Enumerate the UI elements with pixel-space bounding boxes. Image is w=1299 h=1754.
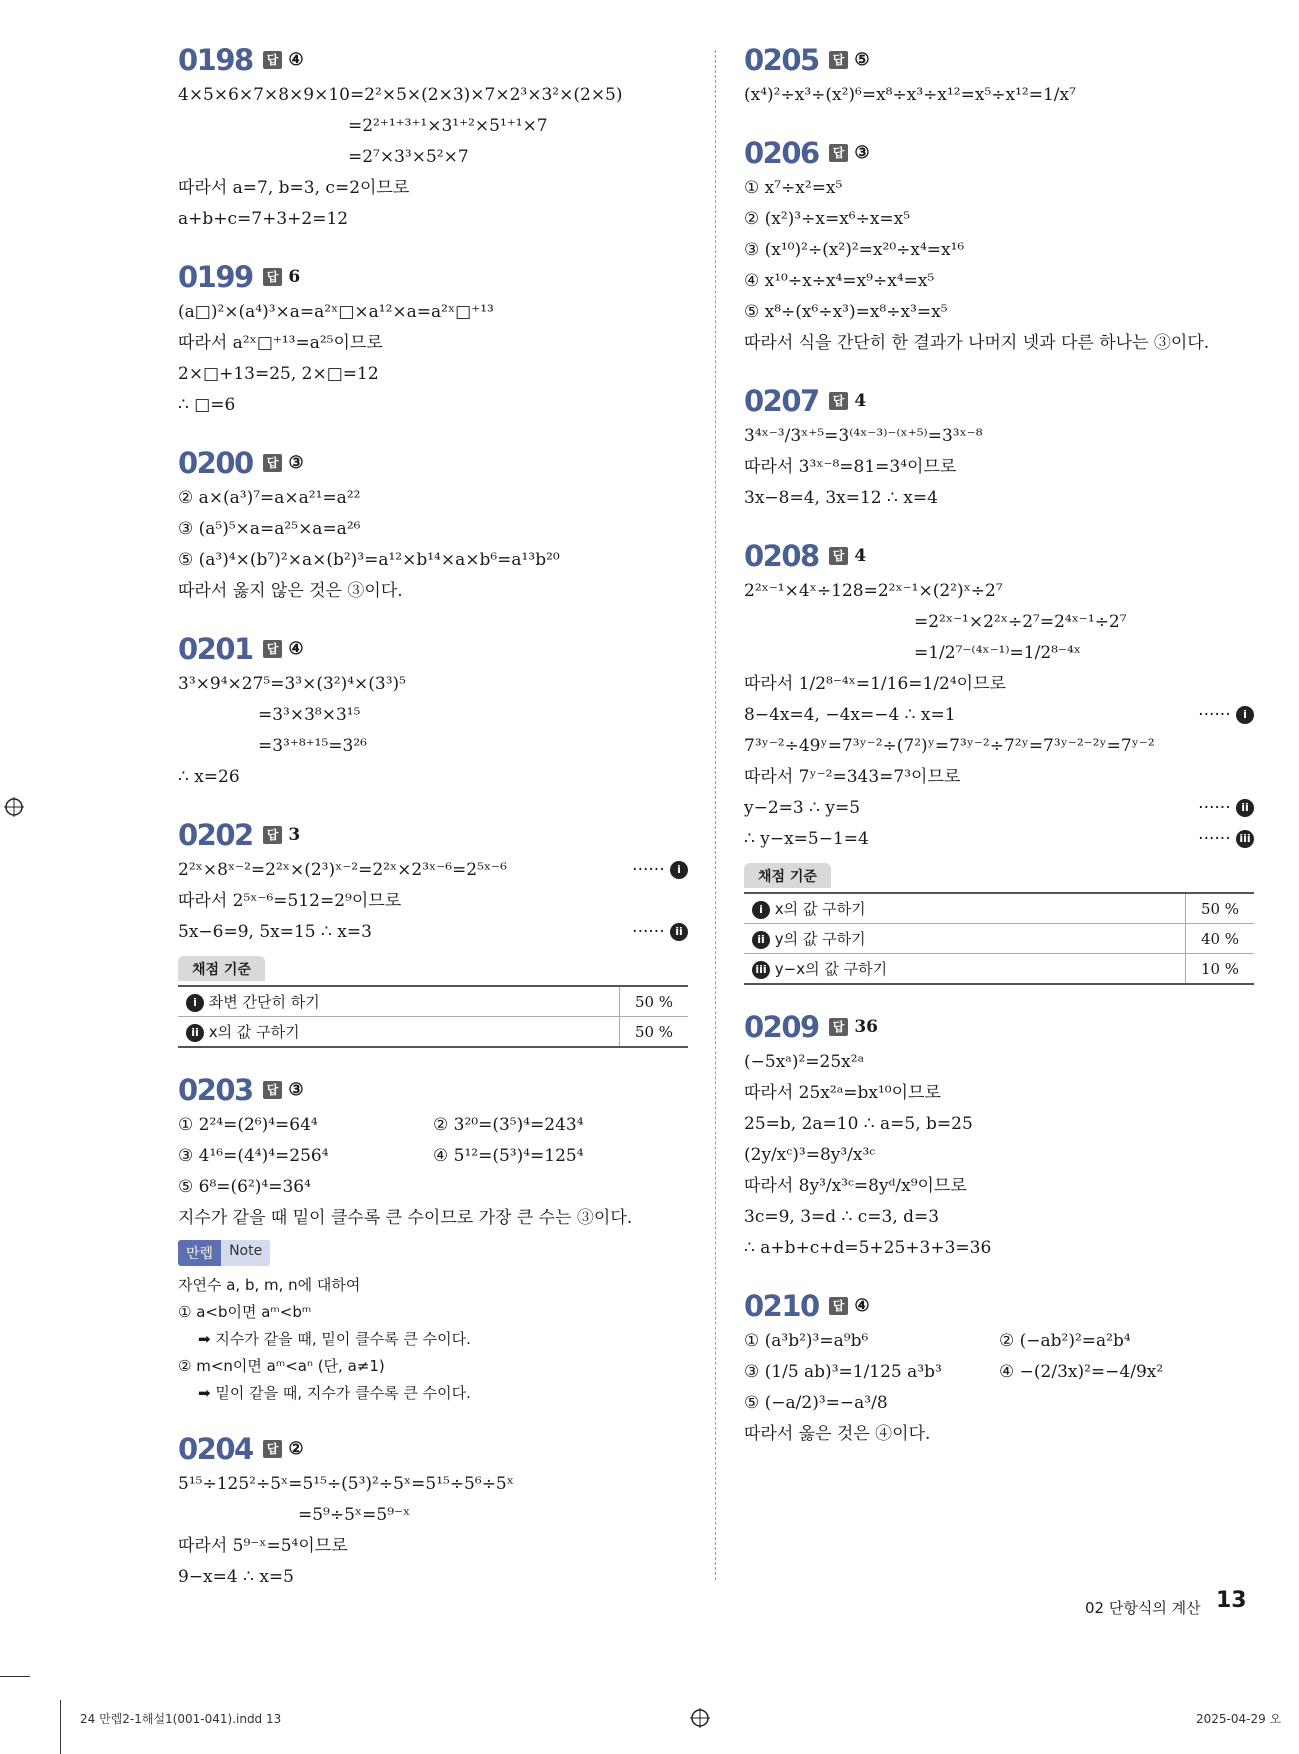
solution-line: 3c=9, 3=d ∴ c=3, d=3	[744, 1207, 940, 1227]
solution-line: 8−4x=4, −4x=−4 ∴ x=1 ······ i	[744, 700, 1254, 731]
solution-line: ∴ a+b+c+d=5+25+3+3=36	[744, 1238, 992, 1258]
answer-value: ③	[288, 1080, 304, 1100]
step-circle-icon: i	[752, 901, 770, 919]
solution-line: 따라서 2⁵ˣ⁻⁶=512=2⁹이므로	[178, 891, 402, 911]
grading-criteria-title: 채점 기준	[178, 956, 265, 981]
answer-tag: 답	[263, 826, 283, 844]
criteria-percent: 10 %	[1186, 954, 1255, 985]
step-circle-icon: iii	[752, 961, 770, 979]
solution-line: 5x−6=9, 5x=15 ∴ x=3 ······ ii	[178, 917, 688, 948]
choice-item: ④ −(2/3x)²=−4/9x²	[999, 1362, 1164, 1382]
problem-number: 0209	[744, 1010, 819, 1044]
note-line: ➡ 밑이 같을 때, 지수가 클수록 큰 수이다.	[198, 1384, 471, 1402]
solution-line: =3³×3⁸×3¹⁵	[258, 705, 361, 725]
criteria-percent: 50 %	[620, 1017, 689, 1048]
problem-number: 0208	[744, 539, 819, 573]
criteria-percent: 50 %	[620, 986, 689, 1017]
grading-criteria-table	[744, 892, 1254, 985]
solution-line: =2²ˣ⁻¹×2²ˣ÷2⁷=2⁴ˣ⁻¹÷2⁷	[914, 612, 1127, 632]
problem-block	[178, 1070, 688, 1407]
answer-tag: 답	[263, 1081, 283, 1099]
solution-line: 따라서 옳은 것은 ④이다.	[744, 1424, 931, 1444]
crop-mark	[60, 1700, 61, 1754]
answer-value: ④	[288, 639, 304, 659]
choice-grid	[178, 1110, 688, 1203]
problem-number: 0202	[178, 818, 253, 852]
solution-line: 따라서 1/2⁸⁻⁴ˣ=1/16=1/2⁴이므로	[744, 674, 1006, 694]
solution-line: (−5xᵃ)²=25x²ᵃ	[744, 1052, 865, 1072]
note-tag	[178, 1240, 270, 1266]
registration-mark-icon	[690, 1708, 710, 1728]
choice-item: ⑤ 6⁸=(6²)⁴=36⁴	[178, 1177, 311, 1197]
problem-block	[744, 133, 1254, 359]
step-circle-icon: i	[1236, 706, 1254, 724]
problem-header	[178, 815, 688, 855]
answer-value: ③	[288, 453, 304, 473]
solution-line: 따라서 7ʸ⁻²=343=7³이므로	[744, 767, 961, 787]
slug-date: 2025-04-29 오	[1196, 1712, 1282, 1726]
solution-line: 3⁴ˣ⁻³/3ˣ⁺⁵=3⁽⁴ˣ⁻³⁾⁻⁽ˣ⁺⁵⁾=3³ˣ⁻⁸	[744, 426, 983, 446]
problem-block	[744, 1007, 1254, 1264]
solution-line: 4×5×6×7×8×9×10=2²×5×(2×3)×7×2³×3²×(2×5)	[178, 85, 623, 105]
grading-criteria-table	[178, 985, 688, 1048]
problem-header	[744, 536, 1254, 576]
criteria-desc: i x의 값 구하기	[744, 893, 1186, 924]
problem-block	[178, 40, 688, 235]
answer-value: ②	[288, 1439, 304, 1459]
answer-value: ③	[854, 143, 870, 163]
problem-block	[744, 381, 1254, 514]
solution-line: 5¹⁵÷125²÷5ˣ=5¹⁵÷(5³)²÷5ˣ=5¹⁵÷5⁶÷5ˣ	[178, 1474, 514, 1494]
problem-header	[178, 1429, 688, 1469]
problem-number: 0201	[178, 632, 253, 666]
step-circle-icon: ii	[670, 923, 688, 941]
criteria-percent: 50 %	[1186, 893, 1255, 924]
solution-line: (a□)²×(a⁴)³×a=a²ˣ□×a¹²×a=a²ˣ□⁺¹³	[178, 302, 494, 322]
choice-item: ⑤ (−a/2)³=−a³/8	[744, 1393, 888, 1413]
note-tag-brand: 만렙	[178, 1240, 221, 1266]
solution-line: 따라서 25x²ᵃ=bx¹⁰이므로	[744, 1083, 941, 1103]
problem-block	[178, 257, 688, 421]
choice-item: ① (a³b²)³=a⁹b⁶	[744, 1331, 869, 1351]
criteria-row	[178, 1017, 688, 1048]
grading-criteria-title: 채점 기준	[744, 863, 831, 888]
problem-number: 0207	[744, 384, 819, 418]
solution-line: 7³ʸ⁻²÷49ʸ=7³ʸ⁻²÷(7²)ʸ=7³ʸ⁻²÷7²ʸ=7³ʸ⁻²⁻²ʸ=7ʸ⁻²	[744, 736, 1155, 756]
page-number: 13	[1216, 1588, 1247, 1613]
answer-tag: 답	[263, 268, 283, 286]
problem-number: 0199	[178, 260, 253, 294]
solution-line: ③ (a⁵)⁵×a=a²⁵×a=a²⁶	[178, 519, 361, 539]
problem-block	[744, 536, 1254, 985]
step-marker: ······ ii	[1198, 793, 1254, 824]
step-circle-icon: i	[670, 861, 688, 879]
criteria-row	[744, 924, 1254, 954]
solution-line: 따라서 식을 간단히 한 결과가 나머지 넷과 다른 하나는 ③이다.	[744, 333, 1210, 353]
solution-line: y−2=3 ∴ y=5 ······ ii	[744, 793, 1254, 824]
solution-line: ∴ y−x=5−1=4 ······ iii	[744, 824, 1254, 855]
problem-number: 0198	[178, 43, 253, 77]
solution-line: ② a×(a³)⁷=a×a²¹=a²²	[178, 488, 361, 508]
answer-value: ④	[288, 50, 304, 70]
solution-line: 2²ˣ×8ˣ⁻²=2²ˣ×(2³)ˣ⁻²=2²ˣ×2³ˣ⁻⁶=2⁵ˣ⁻⁶ ······ i	[178, 855, 688, 886]
answer-tag: 답	[263, 454, 283, 472]
note-line: ① a<b이면 aᵐ<bᵐ	[178, 1303, 312, 1321]
solution-line: =1/2⁷⁻⁽⁴ˣ⁻¹⁾=1/2⁸⁻⁴ˣ	[914, 643, 1081, 663]
answer-value: 3	[288, 825, 301, 845]
problem-block	[178, 815, 688, 1048]
answer-tag: 답	[263, 640, 283, 658]
problem-block	[178, 443, 688, 607]
right-column	[744, 40, 1254, 1472]
solution-line: ⑤ x⁸÷(x⁶÷x³)=x⁸÷x³=x⁵	[744, 302, 948, 322]
answer-tag: 답	[829, 1018, 849, 1036]
slug-filename: 24 만렙2-1해설1(001-041).indd 13	[80, 1712, 282, 1726]
answer-tag: 답	[829, 547, 849, 565]
answer-tag: 답	[829, 51, 849, 69]
step-circle-icon: ii	[186, 1024, 204, 1042]
choice-item: ② (−ab²)²=a²b⁴	[999, 1331, 1131, 1351]
problem-number: 0206	[744, 136, 819, 170]
problem-number: 0204	[178, 1432, 253, 1466]
solution-line: 따라서 a²ˣ□⁺¹³=a²⁵이므로	[178, 333, 383, 353]
solution-line: 따라서 a=7, b=3, c=2이므로	[178, 178, 410, 198]
solution-line: =3³⁺⁸⁺¹⁵=3²⁶	[258, 736, 367, 756]
solution-line: 따라서 8y³/x³ᶜ=8yᵈ/x⁹이므로	[744, 1176, 967, 1196]
solution-line: 따라서 3³ˣ⁻⁸=81=3⁴이므로	[744, 457, 957, 477]
solution-line: (x⁴)²÷x³÷(x²)⁶=x⁸÷x³÷x¹²=x⁵÷x¹²=1/x⁷	[744, 85, 1076, 105]
step-circle-icon: i	[186, 994, 204, 1012]
problem-block	[178, 1429, 688, 1593]
solution-line: 9−x=4 ∴ x=5	[178, 1567, 294, 1587]
solution-line: =2⁷×3³×5²×7	[348, 147, 469, 167]
problem-header	[744, 1286, 1254, 1326]
problem-header	[178, 1070, 688, 1110]
problem-number: 0205	[744, 43, 819, 77]
step-marker: ······ i	[1198, 700, 1254, 731]
problem-block	[744, 1286, 1254, 1450]
solution-line: ④ x¹⁰÷x÷x⁴=x⁹÷x⁴=x⁵	[744, 271, 935, 291]
solution-line: ⑤ (a³)⁴×(b⁷)²×a×(b²)³=a¹²×b¹⁴×a×b⁶=a¹³b²⁰	[178, 550, 560, 570]
solution-line: 25=b, 2a=10 ∴ a=5, b=25	[744, 1114, 973, 1134]
solution-line: ③ (x¹⁰)²÷(x²)²=x²⁰÷x⁴=x¹⁶	[744, 240, 965, 260]
answer-value: 4	[854, 546, 867, 566]
step-marker: ······ i	[632, 855, 688, 886]
problem-number: 0210	[744, 1289, 819, 1323]
crop-mark	[0, 1676, 30, 1677]
solution-line: 3x−8=4, 3x=12 ∴ x=4	[744, 488, 938, 508]
answer-value: 4	[854, 391, 867, 411]
criteria-row	[744, 893, 1254, 924]
solution-line: a+b+c=7+3+2=12	[178, 209, 349, 229]
problem-header	[178, 40, 688, 80]
left-column	[178, 40, 688, 1615]
problem-header	[178, 257, 688, 297]
problem-header	[178, 443, 688, 483]
answer-tag: 답	[829, 1297, 849, 1315]
step-circle-icon: ii	[752, 931, 770, 949]
problem-header	[178, 629, 688, 669]
criteria-row	[744, 954, 1254, 985]
note-line: 자연수 a, b, m, n에 대하여	[178, 1276, 361, 1294]
problem-header	[744, 40, 1254, 80]
solution-line: =5⁹÷5ˣ=5⁹⁻ˣ	[298, 1505, 411, 1525]
choice-item: ② 3²⁰=(3⁵)⁴=243⁴	[433, 1115, 584, 1135]
answer-tag: 답	[263, 51, 283, 69]
problem-header	[744, 133, 1254, 173]
criteria-desc: i 좌변 간단히 하기	[178, 986, 620, 1017]
solution-line: 3³×9⁴×27⁵=3³×(3²)⁴×(3³)⁵	[178, 674, 406, 694]
problem-number: 0200	[178, 446, 253, 480]
solution-line: 2²ˣ⁻¹×4ˣ÷128=2²ˣ⁻¹×(2²)ˣ÷2⁷	[744, 581, 1003, 601]
solution-line: =2²⁺¹⁺³⁺¹×3¹⁺²×5¹⁺¹×7	[348, 116, 548, 136]
criteria-desc: ii y의 값 구하기	[744, 924, 1186, 954]
criteria-desc: iii y−x의 값 구하기	[744, 954, 1186, 985]
criteria-desc: ii x의 값 구하기	[178, 1017, 620, 1048]
solution-line: ① x⁷÷x²=x⁵	[744, 178, 843, 198]
problem-block	[178, 629, 688, 793]
problem-header	[744, 1007, 1254, 1047]
registration-mark-icon	[4, 797, 24, 817]
solution-line: ∴ x=26	[178, 767, 240, 787]
chapter-title: 02 단항식의 계산	[1085, 1599, 1201, 1617]
note-tag-label: Note	[221, 1240, 270, 1266]
problem-header	[744, 381, 1254, 421]
column-divider	[715, 50, 716, 1580]
criteria-percent: 40 %	[1186, 924, 1255, 954]
answer-value: 6	[288, 267, 301, 287]
problem-block	[744, 40, 1254, 111]
solution-line: (2y/xᶜ)³=8y³/x³ᶜ	[744, 1145, 876, 1165]
answer-value: 36	[854, 1017, 878, 1037]
answer-tag: 답	[829, 392, 849, 410]
answer-value: ⑤	[854, 50, 870, 70]
answer-tag: 답	[829, 144, 849, 162]
step-marker: ······ ii	[632, 917, 688, 948]
solution-line: 지수가 같을 때 밑이 클수록 큰 수이므로 가장 큰 수는 ③이다.	[178, 1208, 633, 1228]
step-circle-icon: iii	[1236, 830, 1254, 848]
choice-item: ① 2²⁴=(2⁶)⁴=64⁴	[178, 1115, 318, 1135]
choice-grid	[744, 1326, 1254, 1419]
choice-item	[999, 1388, 1254, 1419]
answer-tag: 답	[263, 1440, 283, 1458]
step-circle-icon: ii	[1236, 799, 1254, 817]
note-line: ➡ 지수가 같을 때, 밑이 클수록 큰 수이다.	[198, 1330, 471, 1348]
choice-item	[433, 1172, 688, 1203]
note-line: ② m<n이면 aᵐ<aⁿ (단, a≠1)	[178, 1357, 385, 1375]
solution-line: ∴ □=6	[178, 395, 236, 415]
solution-line: 따라서 옳지 않은 것은 ③이다.	[178, 581, 403, 601]
choice-item: ④ 5¹²=(5³)⁴=125⁴	[433, 1146, 584, 1166]
choice-item: ③ (1/5 ab)³=1/125 a³b³	[744, 1362, 942, 1382]
step-marker: ······ iii	[1198, 824, 1254, 855]
solution-line: 따라서 5⁹⁻ˣ=5⁴이므로	[178, 1536, 348, 1556]
problem-number: 0203	[178, 1073, 253, 1107]
solution-line: ② (x²)³÷x=x⁶÷x=x⁵	[744, 209, 911, 229]
criteria-row	[178, 986, 688, 1017]
choice-item: ③ 4¹⁶=(4⁴)⁴=256⁴	[178, 1146, 329, 1166]
solution-line: 2×□+13=25, 2×□=12	[178, 364, 379, 384]
answer-value: ④	[854, 1296, 870, 1316]
